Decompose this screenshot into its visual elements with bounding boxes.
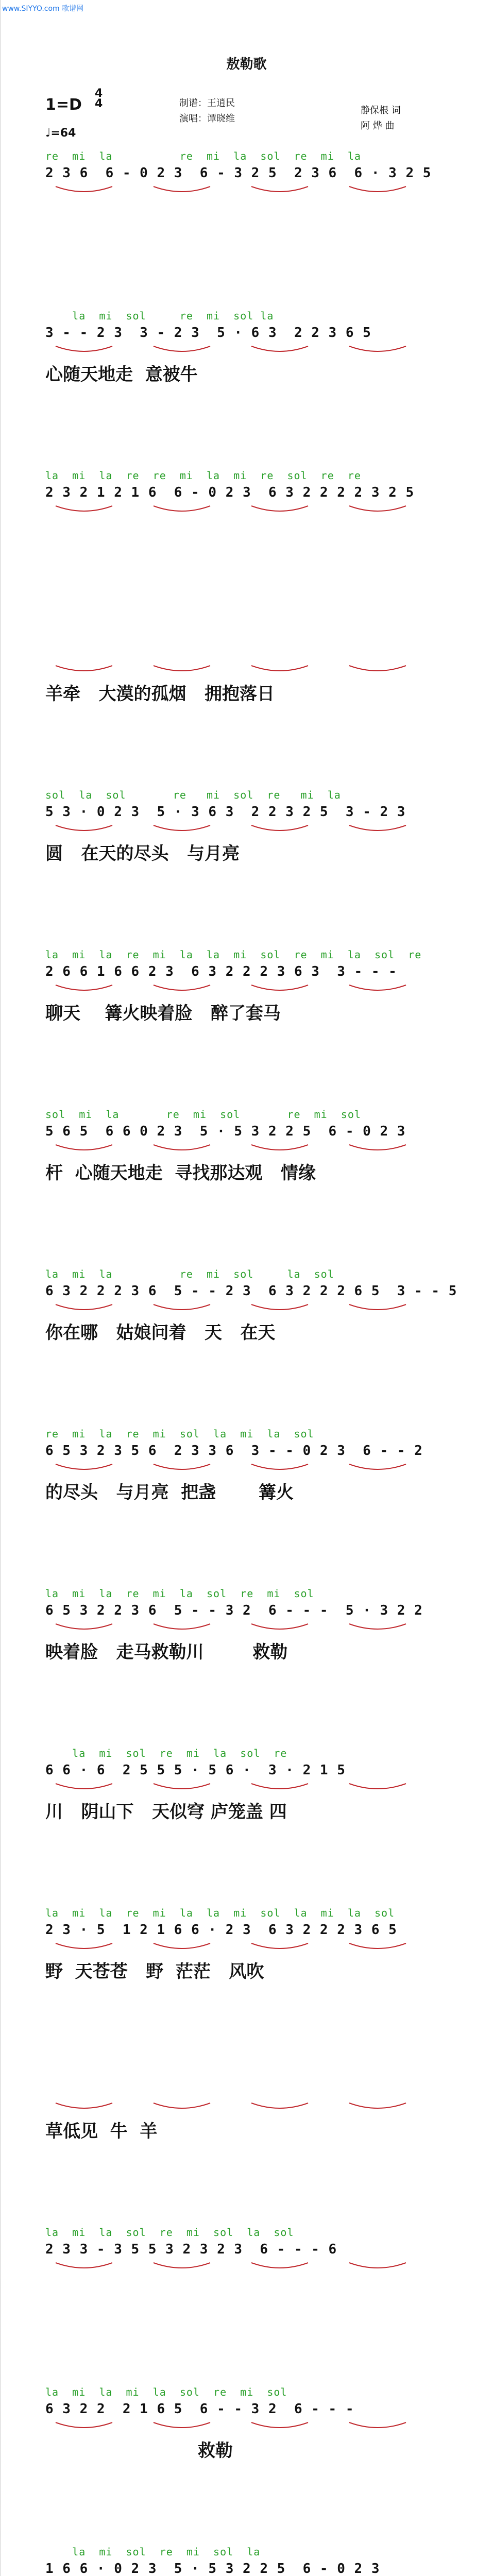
lyric-row: 圆 在天的尽头 与月亮 [45, 843, 240, 864]
slur-arc [56, 187, 112, 192]
slur-arc [154, 1304, 210, 1310]
slur-arc [251, 2263, 308, 2268]
slur-arc [154, 1145, 210, 1150]
score-line [45, 1906, 457, 1988]
score-line [45, 1747, 457, 1828]
slur-marks [45, 1621, 457, 1636]
tempo-mark: ♩=64 [45, 127, 76, 140]
slur-arc [154, 187, 210, 192]
slur-arc [349, 1624, 406, 1629]
slur-arc [56, 1304, 112, 1310]
solfa-row: re mi la re mi la sol re mi la [45, 150, 361, 162]
slur-arc [56, 825, 112, 831]
slur-arc [56, 666, 112, 671]
slur-arc [56, 506, 112, 511]
notation-row: 1 6 6 · 0 2 3 5 · 5 3 2 2 5 6 - 0 2 3 [45, 2561, 380, 2576]
slur-arc [56, 985, 112, 990]
slur-arc [56, 2422, 112, 2428]
solfa-row [45, 629, 457, 642]
solfa-row: la mi la re re mi la mi re sol re re [45, 469, 361, 482]
score-line [45, 469, 457, 550]
slur-arc [349, 2103, 406, 2108]
slur-marks [45, 2260, 457, 2275]
slur-arc [349, 346, 406, 351]
lyric-row [45, 2275, 457, 2307]
slur-arc [154, 2263, 210, 2268]
slur-arc [154, 1784, 210, 1789]
slur-arc [251, 2422, 308, 2428]
notation-row: 2 3 3 - 3 5 5 3 2 3 2 3 6 - - - 6 [45, 2242, 337, 2257]
slur-arc [349, 506, 406, 511]
slur-arc [56, 2103, 112, 2108]
notation-row: 6 3 2 2 2 1 6 5 6 - - 3 2 6 - - - [45, 2401, 354, 2417]
solfa-row: sol mi la re mi sol re mi sol [45, 1108, 361, 1121]
score-line [45, 788, 457, 870]
lyric-row: 杆 心随天地走 寻找那达观 情缘 [45, 1163, 316, 1183]
page-left-border [0, 0, 1, 2576]
slur-arc [154, 346, 210, 351]
lyric-row: 聊天 篝火映着脸 醉了套马 [45, 1003, 281, 1024]
slur-arc [154, 506, 210, 511]
slur-arc [251, 1145, 308, 1150]
slur-arc [349, 1145, 406, 1150]
slur-arc [251, 1784, 308, 1789]
slur-arc [251, 1464, 308, 1469]
solfa-row: la mi sol re mi la sol re [45, 1747, 287, 1759]
lyric-row [45, 199, 457, 231]
score-line [45, 1267, 457, 1349]
notation-row: 6 5 3 2 2 3 6 5 - - 3 2 6 - - - 5 · 3 2 2 [45, 1603, 423, 1618]
slur-marks [45, 1142, 457, 1157]
slur-marks [45, 503, 457, 518]
slur-arc [349, 666, 406, 671]
slur-marks [45, 982, 457, 997]
slur-marks [45, 1461, 457, 1477]
notation-row: 6 6 · 6 2 5 5 5 · 5 6 · 3 · 2 1 5 [45, 1762, 346, 1778]
solfa-row: sol la sol re mi sol re mi la [45, 789, 341, 801]
lyric-row: 心随天地走 意被牛 [45, 364, 198, 385]
notation-row: 2 6 6 1 6 6 2 3 6 3 2 2 2 3 6 3 3 - - - [45, 964, 397, 979]
key-signature: 1=D [45, 96, 82, 114]
notation-row: 2 3 · 5 1 2 1 6 6 · 2 3 6 3 2 2 2 3 6 5 [45, 1922, 397, 1938]
slur-arc [154, 1624, 210, 1629]
solfa-row: la mi sol re mi sol la [45, 2546, 261, 2558]
site-banner[interactable]: www.SIYYO.com 歌谱网 [2, 5, 84, 13]
slur-arc [56, 346, 112, 351]
slur-arc [251, 1624, 308, 1629]
score-line [45, 1587, 457, 1668]
lyric-row: 羊牵 大漠的孤烟 拥抱落日 [45, 684, 275, 704]
song-title: 敖勒歌 [226, 57, 267, 72]
lyric-row [45, 518, 457, 550]
score-line [45, 2226, 457, 2307]
time-signature-top: 4 [95, 87, 103, 100]
slur-arc [251, 985, 308, 990]
slur-arc [154, 1464, 210, 1469]
slur-arc [349, 985, 406, 990]
notation-row: 2 3 6 6 - 0 2 3 6 - 3 2 5 2 3 6 6 · 3 2 5 [45, 165, 432, 181]
slur-arc [349, 1464, 406, 1469]
slur-arc [251, 825, 308, 831]
slur-arc [349, 1784, 406, 1789]
notation-row: 6 5 3 2 3 5 6 2 3 3 6 3 - - 0 2 3 6 - - 2 [45, 1443, 423, 1459]
lyric-row: 映着脸 走马救勒川 救勒 [45, 1642, 288, 1663]
slur-arc [349, 2263, 406, 2268]
slur-arc [56, 1784, 112, 1789]
slur-arc [251, 346, 308, 351]
slur-arc [154, 2422, 210, 2428]
credit-composer: 阿 烨 曲 [361, 121, 395, 131]
slur-marks [45, 822, 457, 838]
lyric-row: 的尽头 与月亮 把盏 篝火 [45, 1482, 294, 1503]
score-line [45, 2385, 457, 2467]
score-line [45, 948, 457, 1029]
slur-arc [154, 2103, 210, 2108]
slur-arc [251, 187, 308, 192]
slur-arc [251, 1943, 308, 1948]
slur-arc [251, 1304, 308, 1310]
credit-producer: 制谱：王逍民 [179, 98, 235, 109]
slur-arc [349, 1943, 406, 1948]
slur-arc [56, 2263, 112, 2268]
score-line [45, 2066, 457, 2147]
slur-arc [349, 825, 406, 831]
slur-arc [154, 985, 210, 990]
notation-row: 5 3 · 0 2 3 5 · 3 6 3 2 2 3 2 5 3 - 2 3 [45, 804, 406, 820]
time-signature [95, 89, 103, 109]
notation-row: 3 - - 2 3 3 - 2 3 5 · 6 3 2 2 3 6 5 [45, 325, 371, 341]
notation-row: 5 6 5 6 6 0 2 3 5 · 5 3 2 2 5 6 - 0 2 3 [45, 1124, 406, 1139]
solfa-row: la mi la mi la sol re mi sol [45, 2386, 287, 2398]
slur-marks [45, 1781, 457, 1796]
score-line [45, 1427, 457, 1509]
slur-marks [45, 663, 457, 678]
lyric-row: 野 天苍苍 野 茫茫 风吹 [45, 1961, 264, 1982]
solfa-row: la mi sol re mi sol la [45, 310, 274, 322]
solfa-row: la mi la sol re mi sol la sol [45, 2226, 294, 2239]
slur-arc [56, 1145, 112, 1150]
time-signature-bottom: 4 [95, 97, 103, 110]
lyric-row: 救勒 [45, 2441, 233, 2461]
solfa-row: la mi la re mi la la mi sol la mi la sol [45, 1907, 395, 1919]
slur-arc [349, 2422, 406, 2428]
notation-row [45, 2079, 457, 2100]
notation-row: 6 3 2 2 2 3 6 5 - - 2 3 6 3 2 2 2 6 5 3 - - 5 [45, 1283, 457, 1299]
score-line [45, 629, 457, 710]
slur-marks [45, 1940, 457, 1956]
slur-arc [154, 825, 210, 831]
credit-singer: 演唱：谭晓维 [179, 113, 235, 124]
solfa-row [45, 2066, 457, 2079]
solfa-row: la mi la re mi sol la sol [45, 1268, 334, 1280]
slur-marks [45, 2100, 457, 2115]
score-line [45, 149, 457, 231]
slur-marks [45, 183, 457, 199]
score-line [45, 309, 457, 391]
notation-row: 2 3 2 1 2 1 6 6 - 0 2 3 6 3 2 2 2 2 3 2 5 [45, 485, 415, 500]
solfa-row: re mi la re mi sol la mi la sol [45, 1428, 314, 1440]
solfa-row: la mi la re mi la la mi sol re mi la sol re [45, 948, 422, 961]
slur-arc [251, 666, 308, 671]
slur-marks [45, 2419, 457, 2435]
slur-marks [45, 343, 457, 359]
credit-lyricist: 静保根 词 [361, 105, 401, 116]
slur-arc [56, 1624, 112, 1629]
solfa-row: la mi la re mi la sol re mi sol [45, 1587, 314, 1600]
slur-arc [154, 1943, 210, 1948]
slur-arc [56, 1464, 112, 1469]
slur-arc [349, 187, 406, 192]
score-line [45, 1108, 457, 1189]
slur-arc [349, 1304, 406, 1310]
lyric-row: 草低见 牛 羊 [45, 2121, 158, 2142]
score-line [45, 2545, 457, 2576]
lyric-row: 川 阴山下 天似穹 庐笼盖 四 [45, 1802, 287, 1822]
slur-marks [45, 1301, 457, 1317]
lyric-row: 你在哪 姑娘问着 天 在天 [45, 1323, 276, 1343]
notation-row [45, 642, 457, 663]
slur-arc [251, 506, 308, 511]
slur-arc [251, 2103, 308, 2108]
slur-arc [154, 666, 210, 671]
slur-arc [56, 1943, 112, 1948]
